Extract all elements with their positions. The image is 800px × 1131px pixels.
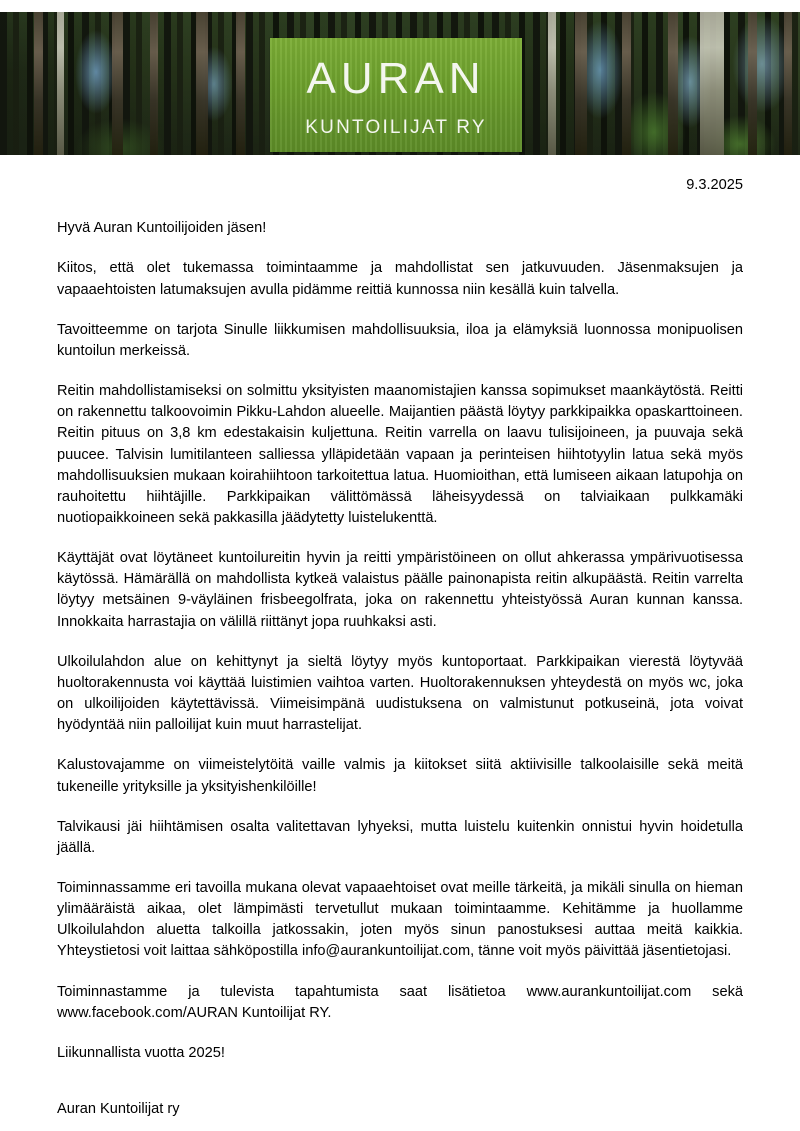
letter-paragraph: Talvikausi jäi hiihtämisen osalta valitettavan lyhyeksi, mutta luistelu kuitenkin onnistui hyvin hoidetulla jäällä. xyxy=(57,818,743,856)
tree-trunk xyxy=(57,12,64,155)
tree-trunk xyxy=(668,12,678,155)
letter-paragraph: Reitin mahdollistamiseksi on solmittu yksityisten maanomistajien kanssa sopimukset maankäytöstä. Reitti on rakennettu talkoovoimin Pikku-Lahdon alueelle. Maijantien päästä löytyy parkkipaikka opaskarttoineen. Reitin pituus on 3,8 km edestakaisin kuljettuna. Reitin varrella on laavu tulisijoineen, ja puuvaja sekä puucee. Talvisin lumitilanteen salliessa ylläpidetään vapaan ja perinteisen hiihtotyylin latua sekä myös mahdollisuuksien mukaan koirahiihtoon tarkoitettua latua. Huomioithan, että lumiseen aikaan latupohja on rauhoitettu hiihtäjille. Parkkipaikan välittömässä läheisyydessä on talviaikaan pulkkamäki nuotiopaikkoineen sekä pakkasilla jäädytetty luistelukenttä. xyxy=(57,383,743,526)
letter-body xyxy=(57,176,743,1120)
tree-trunk xyxy=(784,12,792,155)
tree-trunk xyxy=(748,12,757,155)
letter-paragraph: Toiminnassamme eri tavoilla mukana olevat vapaaehtoiset ovat meille tärkeitä, ja mikäli sinulla on hieman ylimääräistä aikaa, olet lämpimästi tervetullut mukaan toimintaamme. Kehitämme ja huollamme Ulkoilulahdon aluetta talkoilla jatkossakin, joten myös sinun panostuksesi auttaa meitä kaikkia. Yhteystietosi voit laittaa sähköpostilla info@aurankuntoilijat.com, tänne voit myös päivittää jäsentietojasi. xyxy=(57,880,743,960)
document-date: 9.3.2025 xyxy=(686,177,743,193)
logo-subtitle: KUNTOILIJAT RY xyxy=(305,117,487,138)
letter-paragraph: Ulkoilulahdon alue on kehittynyt ja sieltä löytyy myös kuntoportaat. Parkkipaikan vierestä löytyvää huoltorakennusta voi käyttää luistimien vaihtoa varten. Huoltorakennuksen yhteydestä on myös wc, joka on ulkoilijoiden käytettävissä. Viimeisimpänä uudistuksena on valmistunut potkuseinä, jota voivat hyödyntää niin palloilijat kuin muut harrastelijat. xyxy=(57,653,743,734)
tree-trunk xyxy=(622,12,631,155)
tree-trunk xyxy=(34,12,43,155)
tree-trunk xyxy=(236,12,245,155)
tree-trunk xyxy=(150,12,158,155)
salutation: Hyvä Auran Kuntoilijoiden jäsen! xyxy=(57,219,267,236)
tree-trunk xyxy=(700,12,724,155)
tree-trunk xyxy=(575,12,587,155)
letter-paragraph: Kalustovajamme on viimeistelytöitä vaille valmis ja kiitokset siitä aktiivisille talkoolaisille sekä meitä tukeneille yrityksille ja yksityishenkilöille! xyxy=(57,757,743,795)
logo-title: AURAN xyxy=(306,54,486,103)
header-banner xyxy=(0,12,800,155)
tree-trunk xyxy=(196,12,208,155)
organization-logo xyxy=(270,38,522,152)
letter-paragraph: Käyttäjät ovat löytäneet kuntoilureitin hyvin ja reitti ympäristöineen on ollut ahkerassa ympärivuotisessa käytössä. Hämärällä on mahdollista kytkeä valaistus päälle painonapista reitin alkupäästä. Reitin varrelta löytyy metsäinen 9-väyläinen frisbeegolfrata, joka on rakennettu yhteistyössä Auran kunnan kanssa. Innokkaita harrastajia on välillä riittänyt jopa ruuhkaksi asti. xyxy=(57,550,743,630)
tree-trunk xyxy=(112,12,123,155)
letter-paragraph: Tavoitteemme on tarjota Sinulle liikkumisen mahdollisuuksia, iloa ja elämyksiä luonnossa monipuolisen kuntoilun merkeissä. xyxy=(57,321,743,359)
letter-paragraph: Toiminnastamme ja tulevista tapahtumista saat lisätietoa www.aurankuntoilijat.com sekä www.facebook.com/AURAN Kuntoilijat RY. xyxy=(57,983,743,1021)
tree-trunk xyxy=(548,12,556,155)
letter-paragraph: Liikunnallista vuotta 2025! xyxy=(57,1044,225,1061)
letter-paragraph: Kiitos, että olet tukemassa toimintaamme ja mahdollistat sen jatkuvuuden. Jäsenmaksujen ja vapaaehtoisten latumaksujen avulla pidämme reittiä kunnossa niin kesällä kuin talvella. xyxy=(57,260,743,298)
signature: Auran Kuntoilijat ry xyxy=(57,1101,180,1118)
